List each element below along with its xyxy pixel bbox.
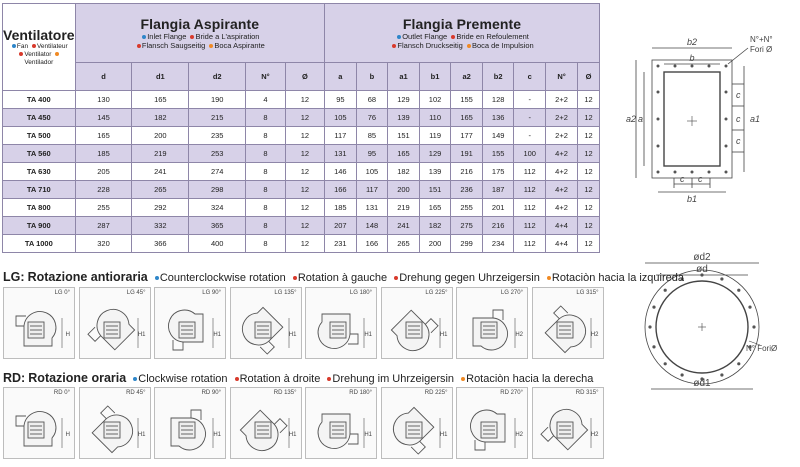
aspirante-header <box>75 4 324 63</box>
column-header: b1 <box>419 63 451 91</box>
table-row <box>3 235 600 253</box>
value-cell: 200 <box>388 181 420 199</box>
panel-label: LG 270° <box>500 290 523 296</box>
bolt-hole <box>752 325 755 328</box>
value-cell: 102 <box>419 91 451 109</box>
ventilatore-title: Ventilatore <box>3 27 75 43</box>
label-b1: b1 <box>686 194 698 204</box>
fan-orientation-icon <box>4 288 74 358</box>
value-cell: 177 <box>451 127 483 145</box>
table-row <box>3 109 600 127</box>
model-cell: TA 400 <box>3 91 76 109</box>
fan-orientation-icon <box>457 388 527 458</box>
height-label: H1 <box>137 432 146 438</box>
panel-label: RD 0° <box>53 390 70 396</box>
model-cell: TA 450 <box>3 109 76 127</box>
value-cell: 139 <box>419 163 451 181</box>
column-header: Ø <box>578 63 600 91</box>
value-cell: 365 <box>189 217 246 235</box>
value-cell: 253 <box>189 145 246 163</box>
rd-panel <box>79 387 151 459</box>
value-cell: 105 <box>356 163 388 181</box>
label-c3: c <box>736 136 741 146</box>
panel-label: RD 45° <box>126 390 146 396</box>
label-fori: Fori Ø <box>750 45 773 54</box>
value-cell: 187 <box>482 181 514 199</box>
value-cell: 235 <box>189 127 246 145</box>
value-cell: 287 <box>75 217 132 235</box>
model-cell: TA 710 <box>3 181 76 199</box>
value-cell: 12 <box>578 217 600 235</box>
column-header: a1 <box>388 63 420 91</box>
bolt-hole <box>648 325 651 328</box>
label-c2: c <box>736 114 741 124</box>
value-cell: 12 <box>285 91 324 109</box>
value-cell: 131 <box>356 199 388 217</box>
value-cell: 2+2 <box>546 91 578 109</box>
rd-panel <box>230 387 302 459</box>
bolt-hole <box>652 345 655 348</box>
table-row <box>3 181 600 199</box>
rd-panel <box>456 387 528 459</box>
value-cell: 265 <box>132 181 189 199</box>
panel-label: RD 135° <box>273 390 297 396</box>
rd-panel <box>154 387 226 459</box>
value-cell: 207 <box>325 217 357 235</box>
value-cell: 4+2 <box>546 145 578 163</box>
label-d: ød <box>696 264 708 275</box>
lg-panel <box>79 287 151 359</box>
bolt-hole <box>748 306 751 309</box>
value-cell: 265 <box>388 235 420 253</box>
value-cell: 12 <box>285 217 324 235</box>
value-cell: 200 <box>132 127 189 145</box>
value-cell: 219 <box>388 199 420 217</box>
height-label: H1 <box>213 432 221 438</box>
panel-label: LG 90° <box>202 290 221 296</box>
value-cell: 182 <box>132 109 189 127</box>
height-label: H2 <box>515 432 523 438</box>
fan-orientation-icon <box>382 388 452 458</box>
bolt-hole <box>681 373 684 376</box>
value-cell: 12 <box>578 145 600 163</box>
value-cell: 139 <box>388 109 420 127</box>
rd-section-title: RD: Rotazione oraria Clockwise rotation Rotation à droite Drehung im Uhrzeigersin Rotaciòn hacia la derecha <box>3 371 594 385</box>
label-b: b <box>689 53 695 63</box>
round-flange-drawing <box>630 245 790 395</box>
height-label: H1 <box>288 432 297 438</box>
column-header: Ø <box>285 63 324 91</box>
value-cell: 155 <box>482 145 514 163</box>
value-cell: 12 <box>578 109 600 127</box>
rd-panel <box>305 387 377 459</box>
label-a1: a1 <box>750 114 761 124</box>
value-cell: 219 <box>132 145 189 163</box>
height-label: H1 <box>439 432 448 438</box>
label-b2: b2 <box>686 37 698 47</box>
value-cell: 12 <box>285 145 324 163</box>
value-cell: 4+4 <box>546 217 578 235</box>
fan-orientation-icon <box>382 288 452 358</box>
value-cell: 12 <box>578 163 600 181</box>
panel-label: RD 270° <box>500 390 523 396</box>
value-cell: 166 <box>356 235 388 253</box>
value-cell: 255 <box>75 199 132 217</box>
label-round-fori: N° ForiØ <box>746 344 778 353</box>
value-cell: 149 <box>482 127 514 145</box>
label-d1: ød1 <box>693 378 711 389</box>
height-label: H1 <box>137 332 146 338</box>
model-cell: TA 630 <box>3 163 76 181</box>
value-cell: 146 <box>325 163 357 181</box>
value-cell: 255 <box>451 199 483 217</box>
value-cell: 8 <box>246 127 286 145</box>
value-cell: 4+4 <box>546 235 578 253</box>
value-cell: 8 <box>246 145 286 163</box>
value-cell: 4+2 <box>546 199 578 217</box>
value-cell: 112 <box>514 181 546 199</box>
value-cell: 117 <box>325 127 357 145</box>
lg-panel <box>532 287 604 359</box>
value-cell: 8 <box>246 181 286 199</box>
value-cell: 128 <box>482 91 514 109</box>
value-cell: 165 <box>132 91 189 109</box>
value-cell: 151 <box>388 127 420 145</box>
value-cell: 85 <box>356 127 388 145</box>
value-cell: 4+2 <box>546 181 578 199</box>
value-cell: 320 <box>75 235 132 253</box>
height-label: H1 <box>364 432 372 438</box>
bolt-hole <box>664 289 667 292</box>
label-c5: c <box>698 174 703 184</box>
lg-panel <box>305 287 377 359</box>
value-cell: - <box>514 127 546 145</box>
column-header: a <box>325 63 357 91</box>
value-cell: 145 <box>75 109 132 127</box>
aspirante-title: Flangia Aspirante <box>140 16 260 32</box>
value-cell: 175 <box>482 163 514 181</box>
fan-orientation-icon <box>4 388 74 458</box>
premente-header <box>325 4 600 63</box>
value-cell: 366 <box>132 235 189 253</box>
column-header: N° <box>246 63 286 91</box>
table-header-top <box>3 4 600 63</box>
value-cell: 201 <box>482 199 514 217</box>
value-cell: 182 <box>388 163 420 181</box>
label-d2: ød2 <box>693 252 711 263</box>
value-cell: 8 <box>246 163 286 181</box>
column-header-row <box>3 63 600 91</box>
rect-flange-drawing <box>612 30 792 215</box>
value-cell: 236 <box>451 181 483 199</box>
column-header: d <box>75 63 132 91</box>
panel-label: RD 90° <box>201 390 221 396</box>
panel-label: LG 315° <box>576 290 599 296</box>
height-label: H1 <box>288 332 297 338</box>
value-cell: 190 <box>189 91 246 109</box>
value-cell: 165 <box>75 127 132 145</box>
value-cell: 185 <box>325 199 357 217</box>
value-cell: 8 <box>246 199 286 217</box>
lg-panel <box>3 287 75 359</box>
value-cell: 2+2 <box>546 127 578 145</box>
value-cell: 165 <box>388 145 420 163</box>
fan-orientation-icon <box>457 288 527 358</box>
value-cell: 112 <box>514 163 546 181</box>
value-cell: 332 <box>132 217 189 235</box>
value-cell: 166 <box>325 181 357 199</box>
fan-orientation-icon <box>231 388 301 458</box>
value-cell: 4 <box>246 91 286 109</box>
bolt-hole <box>720 277 723 280</box>
value-cell: 12 <box>578 199 600 217</box>
value-cell: 228 <box>75 181 132 199</box>
value-cell: 155 <box>451 91 483 109</box>
height-label: H <box>65 332 70 338</box>
fan-orientation-icon <box>533 388 603 458</box>
height-label: H2 <box>515 332 523 338</box>
table-row <box>3 145 600 163</box>
value-cell: 205 <box>75 163 132 181</box>
value-cell: 119 <box>419 127 451 145</box>
value-cell: 12 <box>578 91 600 109</box>
bolt-hole <box>737 362 740 365</box>
height-label: H1 <box>213 332 221 338</box>
fan-orientation-icon <box>80 288 150 358</box>
label-c4: c <box>680 174 685 184</box>
height-label: H2 <box>590 332 599 338</box>
value-cell: 182 <box>419 217 451 235</box>
lg-section-title: LG: Rotazione antioraria Counterclockwise rotation Rotation à gauche Drehung gegen Uhrzeigersin Rotaciòn hacia la izquireda <box>3 270 685 284</box>
value-cell: 12 <box>578 127 600 145</box>
value-cell: 2+2 <box>546 109 578 127</box>
value-cell: 100 <box>514 145 546 163</box>
value-cell: 131 <box>325 145 357 163</box>
fan-orientation-icon <box>155 388 225 458</box>
value-cell: 191 <box>451 145 483 163</box>
value-cell: 12 <box>285 109 324 127</box>
value-cell: 216 <box>482 217 514 235</box>
value-cell: 8 <box>246 235 286 253</box>
value-cell: 95 <box>356 145 388 163</box>
value-cell: - <box>514 109 546 127</box>
height-label: H2 <box>590 432 599 438</box>
value-cell: 151 <box>419 181 451 199</box>
panel-label: LG 45° <box>126 290 146 296</box>
lg-panel <box>456 287 528 359</box>
value-cell: 4+2 <box>546 163 578 181</box>
value-cell: 165 <box>419 199 451 217</box>
value-cell: 68 <box>356 91 388 109</box>
label-a2: a2 <box>626 114 637 124</box>
model-cell: TA 500 <box>3 127 76 145</box>
value-cell: 117 <box>356 181 388 199</box>
premente-title: Flangia Premente <box>402 16 522 32</box>
lg-panel <box>381 287 453 359</box>
panel-label: LG 135° <box>274 290 297 296</box>
model-cell: TA 560 <box>3 145 76 163</box>
value-cell: 241 <box>132 163 189 181</box>
value-cell: 12 <box>285 163 324 181</box>
value-cell: 324 <box>189 199 246 217</box>
value-cell: 12 <box>578 181 600 199</box>
lg-panel <box>154 287 226 359</box>
value-cell: 274 <box>189 163 246 181</box>
fan-orientation-icon <box>306 388 376 458</box>
value-cell: 76 <box>356 109 388 127</box>
value-cell: - <box>514 91 546 109</box>
value-cell: 216 <box>451 163 483 181</box>
fan-orientation-icon <box>306 288 376 358</box>
panel-label: LG 225° <box>425 290 448 296</box>
panel-label: LG 0° <box>54 290 70 296</box>
panel-label: RD 225° <box>424 390 448 396</box>
bolt-hole <box>720 373 723 376</box>
lg-panel <box>230 287 302 359</box>
value-cell: 12 <box>578 235 600 253</box>
value-cell: 112 <box>514 199 546 217</box>
label-a: a <box>638 114 644 124</box>
value-cell: 185 <box>75 145 132 163</box>
column-header: d2 <box>189 63 246 91</box>
rd-panel <box>532 387 604 459</box>
value-cell: 12 <box>285 127 324 145</box>
value-cell: 129 <box>419 145 451 163</box>
model-cell: TA 900 <box>3 217 76 235</box>
column-header: a2 <box>451 63 483 91</box>
column-header: c <box>514 63 546 91</box>
table-row <box>3 217 600 235</box>
height-label: H1 <box>439 332 448 338</box>
label-c1: c <box>736 90 741 100</box>
value-cell: 241 <box>388 217 420 235</box>
value-cell: 95 <box>325 91 357 109</box>
value-cell: 275 <box>451 217 483 235</box>
column-header: b <box>356 63 388 91</box>
column-header: b2 <box>482 63 514 91</box>
value-cell: 8 <box>246 217 286 235</box>
table-row <box>3 127 600 145</box>
bolt-hole <box>652 306 655 309</box>
height-label: H <box>65 432 70 438</box>
fan-orientation-icon <box>155 288 225 358</box>
value-cell: 231 <box>325 235 357 253</box>
table-row <box>3 163 600 181</box>
rd-panel <box>3 387 75 459</box>
value-cell: 12 <box>285 199 324 217</box>
column-header: d1 <box>132 63 189 91</box>
fan-orientation-icon <box>533 288 603 358</box>
fan-orientation-icon <box>231 288 301 358</box>
value-cell: 8 <box>246 109 286 127</box>
value-cell: 112 <box>514 217 546 235</box>
value-cell: 148 <box>356 217 388 235</box>
value-cell: 200 <box>419 235 451 253</box>
rd-panel <box>381 387 453 459</box>
fan-orientation-icon <box>80 388 150 458</box>
value-cell: 112 <box>514 235 546 253</box>
premente-langs: Outlet Flange Bride en Refoulement Flansch Druckseitig Boca de Impulsion <box>325 32 599 50</box>
value-cell: 136 <box>482 109 514 127</box>
dimensions-table <box>2 3 600 253</box>
ventilatore-langs: Fan Ventilateur Ventilator Ventilador <box>3 43 75 67</box>
panel-label: RD 180° <box>349 390 372 396</box>
value-cell: 130 <box>75 91 132 109</box>
value-cell: 215 <box>189 109 246 127</box>
value-cell: 12 <box>285 181 324 199</box>
value-cell: 298 <box>189 181 246 199</box>
value-cell: 165 <box>451 109 483 127</box>
value-cell: 234 <box>482 235 514 253</box>
bolt-hole <box>737 289 740 292</box>
value-cell: 400 <box>189 235 246 253</box>
bolt-hole <box>664 362 667 365</box>
value-cell: 129 <box>388 91 420 109</box>
label-holes: N°+N° <box>750 35 773 44</box>
model-cell: TA 800 <box>3 199 76 217</box>
value-cell: 105 <box>325 109 357 127</box>
column-header: N° <box>546 63 578 91</box>
value-cell: 299 <box>451 235 483 253</box>
aspirante-langs: Inlet Flange Bride a L'aspiration Flansch Saugseitig Boca Aspirante <box>76 32 324 50</box>
value-cell: 110 <box>419 109 451 127</box>
table-body <box>3 91 600 253</box>
value-cell: 292 <box>132 199 189 217</box>
panel-label: LG 180° <box>349 290 372 296</box>
model-cell: TA 1000 <box>3 235 76 253</box>
table-row <box>3 199 600 217</box>
panel-label: RD 315° <box>575 390 599 396</box>
table-row <box>3 91 600 109</box>
value-cell: 12 <box>285 235 324 253</box>
height-label: H1 <box>364 332 372 338</box>
ventilatore-header <box>3 4 76 91</box>
